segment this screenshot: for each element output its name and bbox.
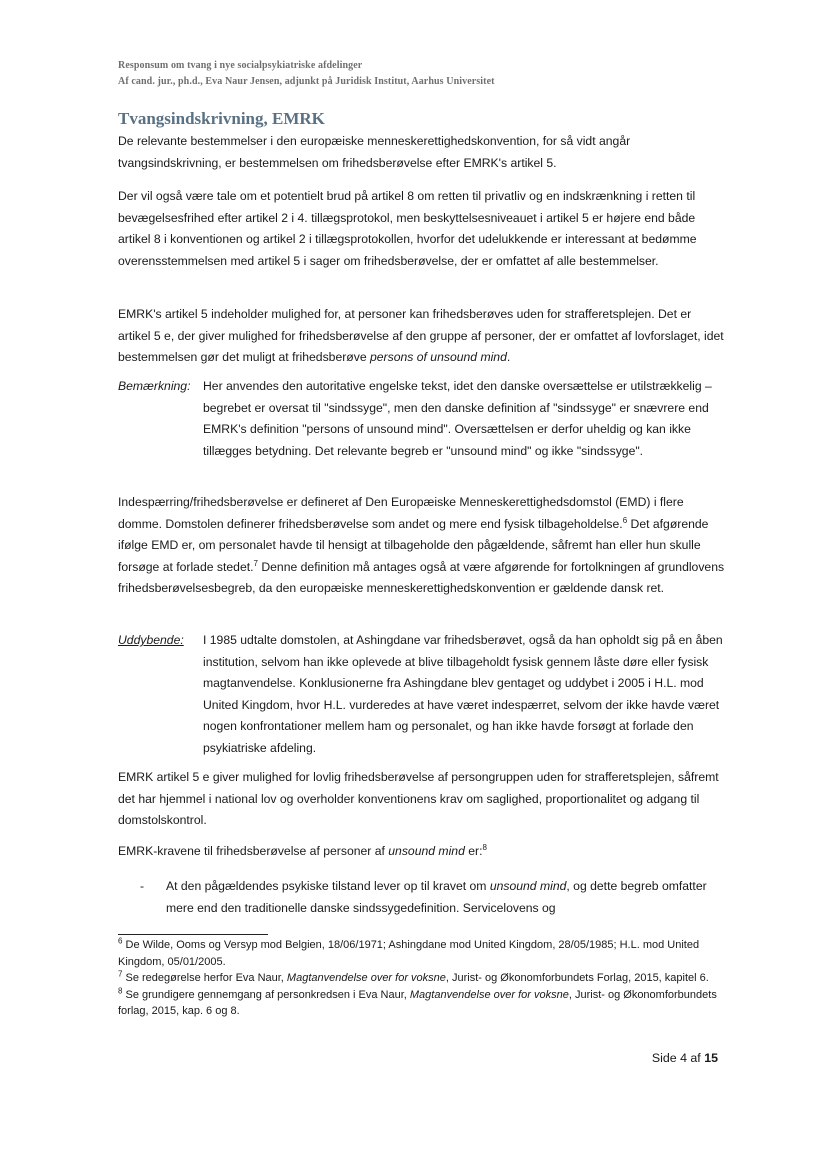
paragraph-6-emphasis: unsound mind — [388, 844, 465, 858]
bullet-text — [166, 876, 726, 919]
paragraph-2 — [118, 186, 726, 272]
paragraph-5 — [118, 767, 726, 832]
footnote-ref-8[interactable]: 8 — [482, 842, 487, 852]
footnote-divider — [118, 934, 268, 935]
page-number-prefix: Side 4 af — [651, 1051, 705, 1065]
footnote-8-text-b: , Jurist- og Økonomforbundets forlag, 2015, kap. 6 og 8. — [118, 988, 717, 1017]
paragraph-6 — [118, 841, 726, 863]
paragraph-3-emphasis: persons of unsound mind — [370, 350, 507, 365]
paragraph-1 — [118, 131, 726, 174]
footnote-8 — [118, 987, 726, 1020]
bullet-item — [118, 876, 726, 920]
footnote-6-text: De Wilde, Ooms og Versyp mod Belgien, 18/06/1971; Ashingdane mod United Kingdom, 28/05/1985; H.L. mod United Kingdom, 05/01/2005. — [118, 939, 700, 968]
footnote-7-number: 7 — [118, 969, 123, 979]
remark-text — [203, 376, 726, 462]
footnote-7 — [118, 970, 726, 987]
remark-text-content: Her anvendes den autoritative engelske tekst, idet den danske oversættelse er utilstrækkelig – begrebet er oversat til "sindssyge", men den danske definition af "sindssyge" er snævrere end EMRK's definition "persons of unsound mind". Oversættelsen er derfor uheldig og kan ikke tillægges betydning. Det relevante begreb er "unsound mind" og ikke "sindssyge". — [203, 379, 712, 458]
paragraph-5-text: EMRK artikel 5 e giver mulighed for lovlig frihedsberøvelse af persongruppen uden for strafferetsplejen, såfremt det har hjemmel i national lov og overholder konventionens krav om saglighed, proportionalitet og adgang til domstolskontrol. — [118, 770, 719, 828]
elaboration-label: Uddybende: — [118, 633, 184, 647]
page-number — [600, 1051, 718, 1065]
running-header — [118, 58, 758, 90]
paragraph-6-end: er: — [468, 844, 483, 858]
elaboration-text: I 1985 udtalte domstolen, at Ashingdane var frihedsberøvet, også da han opholdt sig på en åben institution, selvom han ikke oplevede at blive tilbageholdt fysisk gennem låste døre eller fysisk magtanvendelse. Konklusionerne fra Ashingdane blev gentaget og uddybet i 2005 i H.L. mod United Kingdom, hvor H.L. vurderedes at have været indespærret, selvom der ikke havde været nogen konfrontationer mellem ham og personalet, og han ikke havde forsøgt at forlade den psykiatriske afdeling. — [203, 633, 723, 755]
paragraph-4 — [118, 492, 726, 600]
footnote-7-text-b: , Jurist- og Økonomforbundets Forlag, 2015, kapitel 6. — [445, 972, 709, 984]
footnote-ref-6[interactable]: 6 — [622, 515, 628, 525]
footnotes — [118, 937, 726, 1020]
bullet-text-b: , og dette begreb omfatter mere end den traditionelle danske sindssygedefinition. Servicelovens og — [166, 879, 707, 915]
footnote-6 — [118, 937, 726, 970]
elaboration-block — [118, 630, 726, 762]
header-title: Responsum om tvang i nye socialpsykiatriske afdelinger — [118, 60, 363, 71]
paragraph-3 — [118, 304, 726, 369]
footnote-7-text-a: Se redegørelse herfor Eva Naur, — [122, 972, 287, 984]
paragraph-3-text: EMRK's artikel 5 indeholder mulighed for, at personer kan frihedsberøves uden for strafferetsplejen. Det er artikel 5 e, der giver mulighed for frihedsberøvelse af den gruppe af personer, der er omfattet af lovforslaget, idet bestemmelsen gør det muligt at frihedsberøve — [118, 307, 724, 365]
page-number-total: 15 — [704, 1051, 718, 1065]
paragraph-4-part-b: Det afgørende ifølge EMD er, om personalet havde til hensigt at tilbageholde den pågældende, såfremt han eller hun skulle forsøge at forlade stedet. — [118, 516, 709, 574]
paragraph-1-text: De relevante bestemmelser i den europæiske menneskerettighedskonvention, for så vidt angår tvangsindskrivning, er bestemmelsen om frihedsberøvelse efter EMRK's artikel 5. — [118, 134, 631, 170]
bullet-emphasis: unsound mind — [489, 879, 567, 893]
footnote-6-number: 6 — [118, 936, 123, 946]
bullet-text-a: At den pågældendes psykiske tilstand lever op til kravet om — [166, 879, 487, 893]
paragraph-4-part-c: Denne definition må antages også at være afgørende for fortolkningen af grundlovens frihedsberøvelsesbegreb, da den europæiske menneskerettighedskonvention er gældende dansk ret. — [118, 559, 725, 596]
bullet-dash: - — [140, 879, 145, 893]
footnote-7-emphasis: Magtanvendelse over for voksne — [286, 972, 446, 984]
paragraph-6-text: EMRK-kravene til frihedsberøvelse af personer af — [118, 844, 385, 858]
header-author: Af cand. jur., ph.d., Eva Naur Jensen, adjunkt på Juridisk Institut, Aarhus Universitet — [118, 76, 495, 87]
paragraph-4-part-a: Indespærring/frihedsberøvelse er defineret af Den Europæiske Menneskerettighedsdomstol (EMD) i flere domme. Domstolen definerer frihedsberøvelse som andet og mere end fysisk tilbageholdelse. — [118, 495, 684, 531]
footnote-ref-7[interactable]: 7 — [253, 558, 258, 568]
remark-label: Bemærkning: — [118, 379, 191, 393]
paragraph-3-end: . — [506, 350, 511, 365]
footnote-8-text-a: Se grundigere gennemgang af personkredsen i Eva Naur, — [122, 988, 410, 1001]
footnote-8-emphasis: Magtanvendelse over for voksne — [409, 988, 569, 1001]
remark-block — [118, 376, 726, 486]
footnote-8-number: 8 — [118, 985, 123, 995]
section-heading: Tvangsindskrivning, EMRK — [118, 109, 325, 128]
paragraph-2-text: Der vil også være tale om et potentielt brud på artikel 8 om retten til privatliv og en indskrænkning i retten til bevægelsesfrihed efter artikel 2 i 4. tillægsprotokol, men beskyttelsesniveauet i artikel 5 er højere end både artikel 8 i konventionen og artikel 2 i tillægsprotokollen, hvorfor det udelukkende er interessant at bedømme overensstemmelsen med artikel 5 i sager om frihedsberøvelse, der er omfattet af alle bestemmelser. — [118, 189, 697, 268]
